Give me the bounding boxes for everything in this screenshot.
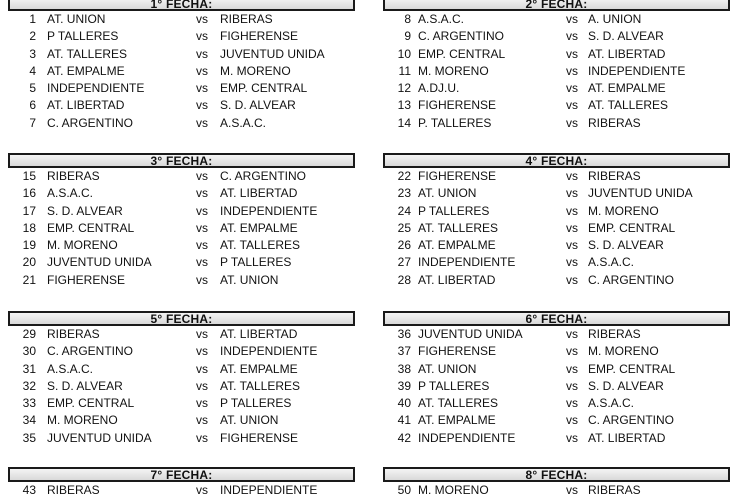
match-row [8,97,355,114]
away-team: AT. UNION [220,413,279,428]
away-team: AT. EMPALME [220,220,298,235]
vs-label: vs [196,46,208,61]
home-team: EMP. CENTRAL [47,396,135,411]
home-team: C. ARGENTINO [47,115,134,130]
match-number: 2 [29,29,36,44]
home-team: AT. EMPALME [47,63,125,78]
away-team: AT. TALLERES [220,238,301,253]
match-number: 19 [22,238,36,253]
match-row [383,63,730,80]
away-team: M. MORENO [588,203,659,218]
vs-label: vs [196,272,208,287]
match-number: 42 [397,430,411,445]
vs-label: vs [566,430,578,445]
match-number: 29 [22,327,36,341]
match-number: 9 [404,29,411,44]
vs-label: vs [566,63,578,78]
match-number: 38 [397,361,411,376]
match-number: 22 [397,169,411,183]
away-team: P TALLERES [220,396,292,411]
away-team: A. UNION [588,12,642,26]
match-number: 50 [397,483,411,497]
match-row [8,203,355,220]
home-team: INDEPENDIENTE [47,81,145,96]
match-number: 15 [22,169,36,183]
vs-label: vs [196,378,208,393]
home-team: JUVENTUD UNIDA [47,430,152,445]
match-number: 5 [29,81,36,96]
match-row [8,220,355,237]
home-team: FIGHERENSE [418,98,497,113]
match-row [8,237,355,254]
match-number: 26 [397,238,411,253]
vs-label: vs [566,220,578,235]
home-team: M. MORENO [418,483,489,497]
away-team: M. MORENO [588,344,659,359]
match-row [383,482,730,499]
home-team: A.S.A.C. [47,361,94,376]
vs-label: vs [196,115,208,130]
away-team: RIBERAS [588,483,641,497]
match-row [8,326,355,343]
round-6-panel [383,311,730,447]
home-team: M. MORENO [47,413,118,428]
vs-label: vs [566,186,578,201]
match-number: 23 [397,186,411,201]
vs-label: vs [196,169,208,183]
match-number: 8 [404,12,411,26]
vs-label: vs [566,46,578,61]
home-team: RIBERAS [47,483,100,497]
match-number: 33 [22,396,36,411]
match-number: 40 [397,396,411,411]
vs-label: vs [566,12,578,26]
home-team: EMP. CENTRAL [47,220,135,235]
match-number: 37 [397,344,411,359]
match-row [8,395,355,412]
match-row [383,395,730,412]
home-team: INDEPENDIENTE [418,255,516,270]
match-number: 10 [397,46,411,61]
vs-label: vs [196,81,208,96]
match-number: 6 [29,98,36,113]
home-team: RIBERAS [47,327,100,341]
away-team: C. ARGENTINO [588,272,675,287]
vs-label: vs [196,63,208,78]
round-header: 4° FECHA: [383,153,730,168]
away-team: AT. EMPALME [588,81,666,96]
vs-label: vs [196,12,208,26]
away-team: A.S.A.C. [220,115,267,130]
match-number: 4 [29,63,36,78]
away-team: INDEPENDIENTE [220,483,318,497]
match-number: 43 [22,483,36,497]
away-team: S. D. ALVEAR [588,29,664,44]
away-team: C. ARGENTINO [588,413,675,428]
away-team: AT. UNION [220,272,279,287]
match-row [8,378,355,395]
home-team: AT. EMPALME [418,413,496,428]
match-number: 34 [22,413,36,428]
match-row [383,220,730,237]
vs-label: vs [196,430,208,445]
away-team: AT. EMPALME [220,361,298,376]
vs-label: vs [566,361,578,376]
match-row [383,115,730,132]
match-row [8,430,355,447]
match-row [8,412,355,429]
home-team: RIBERAS [47,169,100,183]
home-team: AT. TALLERES [418,396,499,411]
vs-label: vs [566,81,578,96]
match-row [8,168,355,185]
round-header: 2° FECHA: [383,0,730,11]
match-number: 17 [22,203,36,218]
match-row [8,254,355,271]
round-4-panel [383,153,730,289]
away-team: EMP. CENTRAL [220,81,308,96]
home-team: INDEPENDIENTE [418,430,516,445]
match-number: 31 [22,361,36,376]
home-team: AT. TALLERES [418,220,499,235]
vs-label: vs [566,327,578,341]
match-row [383,97,730,114]
home-team: AT. UNION [418,361,477,376]
match-row [383,343,730,360]
away-team: AT. LIBERTAD [588,430,666,445]
match-row [8,11,355,28]
away-team: P TALLERES [220,255,292,270]
away-team: RIBERAS [220,12,273,26]
vs-label: vs [566,203,578,218]
home-team: AT. TALLERES [47,46,128,61]
match-number: 35 [22,430,36,445]
match-row [8,185,355,202]
match-number: 21 [22,272,36,287]
vs-label: vs [196,483,208,497]
home-team: FIGHERENSE [418,344,497,359]
match-row [383,11,730,28]
away-team: AT. TALLERES [588,98,669,113]
match-number: 20 [22,255,36,270]
match-number: 14 [397,115,411,130]
match-number: 1 [29,12,36,26]
match-number: 18 [22,220,36,235]
away-team: FIGHERENSE [220,29,299,44]
away-team: S. D. ALVEAR [588,238,664,253]
home-team: S. D. ALVEAR [47,203,123,218]
match-row [8,80,355,97]
round-header: 5° FECHA: [8,311,355,326]
vs-label: vs [196,203,208,218]
match-number: 30 [22,344,36,359]
match-row [8,361,355,378]
vs-label: vs [566,483,578,497]
match-number: 16 [22,186,36,201]
home-team: A.S.A.C. [418,12,465,26]
match-row [383,28,730,45]
match-number: 11 [398,63,411,78]
home-team: C. ARGENTINO [47,344,134,359]
vs-label: vs [566,378,578,393]
vs-label: vs [196,344,208,359]
round-7-panel [8,467,355,499]
vs-label: vs [566,115,578,130]
round-header: 6° FECHA: [383,311,730,326]
match-number: 7 [29,115,36,130]
match-row [8,63,355,80]
home-team: EMP. CENTRAL [418,46,506,61]
home-team: AT. UNION [47,12,106,26]
vs-label: vs [566,396,578,411]
match-row [383,254,730,271]
vs-label: vs [566,238,578,253]
match-number: 28 [397,272,411,287]
vs-label: vs [196,255,208,270]
match-number: 27 [397,255,411,270]
away-team: EMP. CENTRAL [588,220,676,235]
away-team: S. D. ALVEAR [588,378,664,393]
vs-label: vs [566,169,578,183]
round-8-panel [383,467,730,499]
away-team: AT. LIBERTAD [588,46,666,61]
match-row [383,46,730,63]
round-header: 3° FECHA: [8,153,355,168]
match-row [383,80,730,97]
vs-label: vs [196,220,208,235]
round-header: 8° FECHA: [383,467,730,482]
round-3-panel [8,153,355,289]
vs-label: vs [196,98,208,113]
home-team: S. D. ALVEAR [47,378,123,393]
match-number: 3 [29,46,36,61]
match-number: 41 [397,413,411,428]
home-team: P. TALLERES [418,115,492,130]
away-team: INDEPENDIENTE [588,63,686,78]
away-team: AT. LIBERTAD [220,186,298,201]
home-team: A.S.A.C. [47,186,94,201]
home-team: M. MORENO [47,238,118,253]
match-row [383,430,730,447]
home-team: AT. EMPALME [418,238,496,253]
match-row [383,185,730,202]
match-number: 39 [397,378,411,393]
home-team: AT. LIBERTAD [47,98,125,113]
vs-label: vs [196,29,208,44]
away-team: AT. LIBERTAD [220,327,298,341]
home-team: P TALLERES [418,203,490,218]
match-row [383,326,730,343]
match-number: 25 [397,220,411,235]
match-number: 24 [397,203,411,218]
vs-label: vs [566,272,578,287]
away-team: INDEPENDIENTE [220,344,318,359]
match-row [8,482,355,499]
home-team: AT. UNION [418,186,477,201]
away-team: RIBERAS [588,327,641,341]
match-number: 13 [397,98,411,113]
home-team: FIGHERENSE [47,272,126,287]
away-team: M. MORENO [220,63,291,78]
vs-label: vs [196,327,208,341]
home-team: JUVENTUD UNIDA [47,255,152,270]
away-team: S. D. ALVEAR [220,98,296,113]
away-team: AT. TALLERES [220,378,301,393]
match-row [8,46,355,63]
home-team: A.DJ.U. [418,81,460,96]
match-row [383,272,730,289]
vs-label: vs [196,238,208,253]
away-team: JUVENTUD UNIDA [220,46,325,61]
vs-label: vs [196,361,208,376]
home-team: M. MORENO [418,63,489,78]
vs-label: vs [566,344,578,359]
home-team: AT. LIBERTAD [418,272,496,287]
away-team: A.S.A.C. [588,396,635,411]
round-1-panel [8,0,355,132]
vs-label: vs [196,413,208,428]
round-5-panel [8,311,355,447]
vs-label: vs [566,413,578,428]
away-team: A.S.A.C. [588,255,635,270]
home-team: P TALLERES [47,29,119,44]
match-row [383,378,730,395]
away-team: RIBERAS [588,169,641,183]
match-row [8,28,355,45]
round-header: 1° FECHA: [8,0,355,11]
match-row [383,237,730,254]
round-header: 7° FECHA: [8,467,355,482]
away-team: RIBERAS [588,115,641,130]
away-team: FIGHERENSE [220,430,299,445]
vs-label: vs [196,396,208,411]
match-row [383,412,730,429]
vs-label: vs [566,255,578,270]
home-team: JUVENTUD UNIDA [418,327,523,341]
match-number: 12 [397,81,411,96]
home-team: P TALLERES [418,378,490,393]
away-team: JUVENTUD UNIDA [588,186,693,201]
match-row [383,168,730,185]
away-team: EMP. CENTRAL [588,361,676,376]
away-team: C. ARGENTINO [220,169,307,183]
match-number: 32 [22,378,36,393]
round-2-panel [383,0,730,132]
match-row [8,343,355,360]
match-row [8,272,355,289]
match-row [383,203,730,220]
match-row [383,361,730,378]
away-team: INDEPENDIENTE [220,203,318,218]
vs-label: vs [566,98,578,113]
vs-label: vs [196,186,208,201]
vs-label: vs [566,29,578,44]
match-number: 36 [397,327,411,341]
home-team: C. ARGENTINO [418,29,505,44]
match-row [8,115,355,132]
home-team: FIGHERENSE [418,169,497,183]
